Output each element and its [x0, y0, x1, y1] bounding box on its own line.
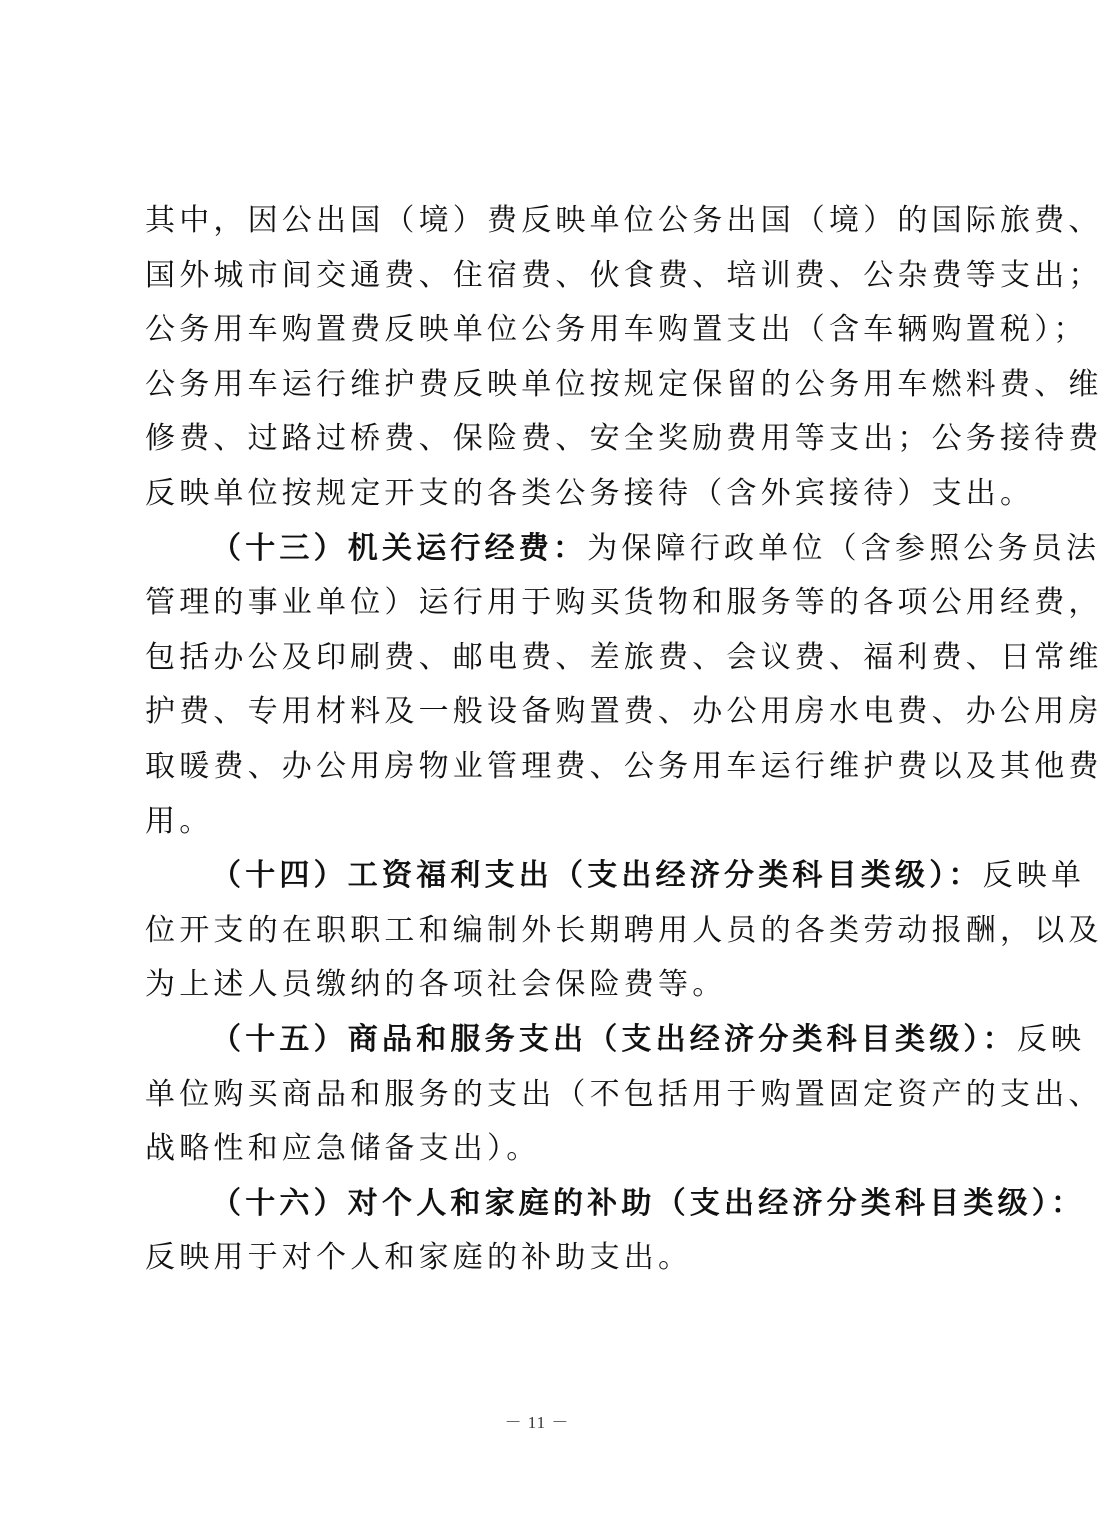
paragraph-14-wages-welfare — [145, 849, 1103, 1013]
text-line: 护费、专用材料及一般设备购置费、办公用房水电费、办公用房 — [145, 694, 1103, 730]
text-line: 反映单位按规定开支的各类公务接待（含外宾接待）支出。 — [145, 475, 1035, 511]
paragraph-16-household-subsidies — [145, 1177, 1086, 1286]
paragraph-first-line — [145, 1177, 1086, 1232]
text-run: 反映 — [1016, 1021, 1086, 1057]
text-run: 反映单 — [982, 858, 1086, 894]
text-line: 为上述人员缴纳的各项社会保险费等。 — [145, 967, 727, 1003]
section-heading: （十六）对个人和家庭的补助（支出经济分类科目类级）： — [211, 1185, 1086, 1221]
section-heading: （十四）工资福利支出（支出经济分类科目类级）： — [211, 858, 983, 894]
text-line: 取暖费、办公用房物业管理费、公务用车运行维护费以及其他费 — [145, 748, 1103, 784]
text-line: 单位购买商品和服务的支出（不包括用于购置固定资产的支出、 — [145, 1076, 1103, 1112]
text-line: 公务用车购置费反映单位公务用车购置支出（含车辆购置税）； — [145, 312, 1088, 348]
text-line: 国外城市间交通费、住宿费、伙食费、培训费、公杂费等支出； — [145, 257, 1103, 293]
paragraph-first-line — [145, 1013, 1086, 1068]
paragraph-15-goods-services — [145, 1013, 1103, 1177]
text-line: 其中，因公出国（境）费反映单位公务出国（境）的国际旅费、 — [145, 203, 1103, 238]
section-heading: （十三）机关运行经费： — [211, 530, 588, 566]
text-line: 管理的事业单位）运行用于购买货物和服务等的各项公用经费， — [145, 585, 1103, 621]
page-number: － 11 － — [504, 1413, 570, 1432]
text-line: 反映用于对个人和家庭的补助支出。 — [145, 1240, 693, 1276]
paragraph-first-line — [145, 522, 1101, 577]
text-line: 包括办公及印刷费、邮电费、差旅费、会议费、福利费、日常维 — [145, 639, 1103, 675]
text-line: 公务用车运行维护费反映单位按规定保留的公务用车燃料费、维 — [145, 366, 1103, 402]
text-line: 用。 — [145, 803, 214, 839]
text-line: 修费、过路过桥费、保险费、安全奖励费用等支出；公务接待费 — [145, 421, 1103, 457]
text-line: 位开支的在职职工和编制外长期聘用人员的各类劳动报酬，以及 — [145, 912, 1103, 948]
paragraph-first-line — [145, 849, 1086, 904]
section-heading: （十五）商品和服务支出（支出经济分类科目类级）： — [211, 1021, 1017, 1057]
document-body — [145, 194, 1103, 1286]
text-run: 为保障行政单位（含参照公务员法 — [587, 530, 1101, 566]
text-line: 战略性和应急储备支出）。 — [145, 1131, 541, 1167]
paragraph-public-funds-continued — [145, 194, 1103, 522]
paragraph-13-operating-expenses — [145, 522, 1103, 850]
